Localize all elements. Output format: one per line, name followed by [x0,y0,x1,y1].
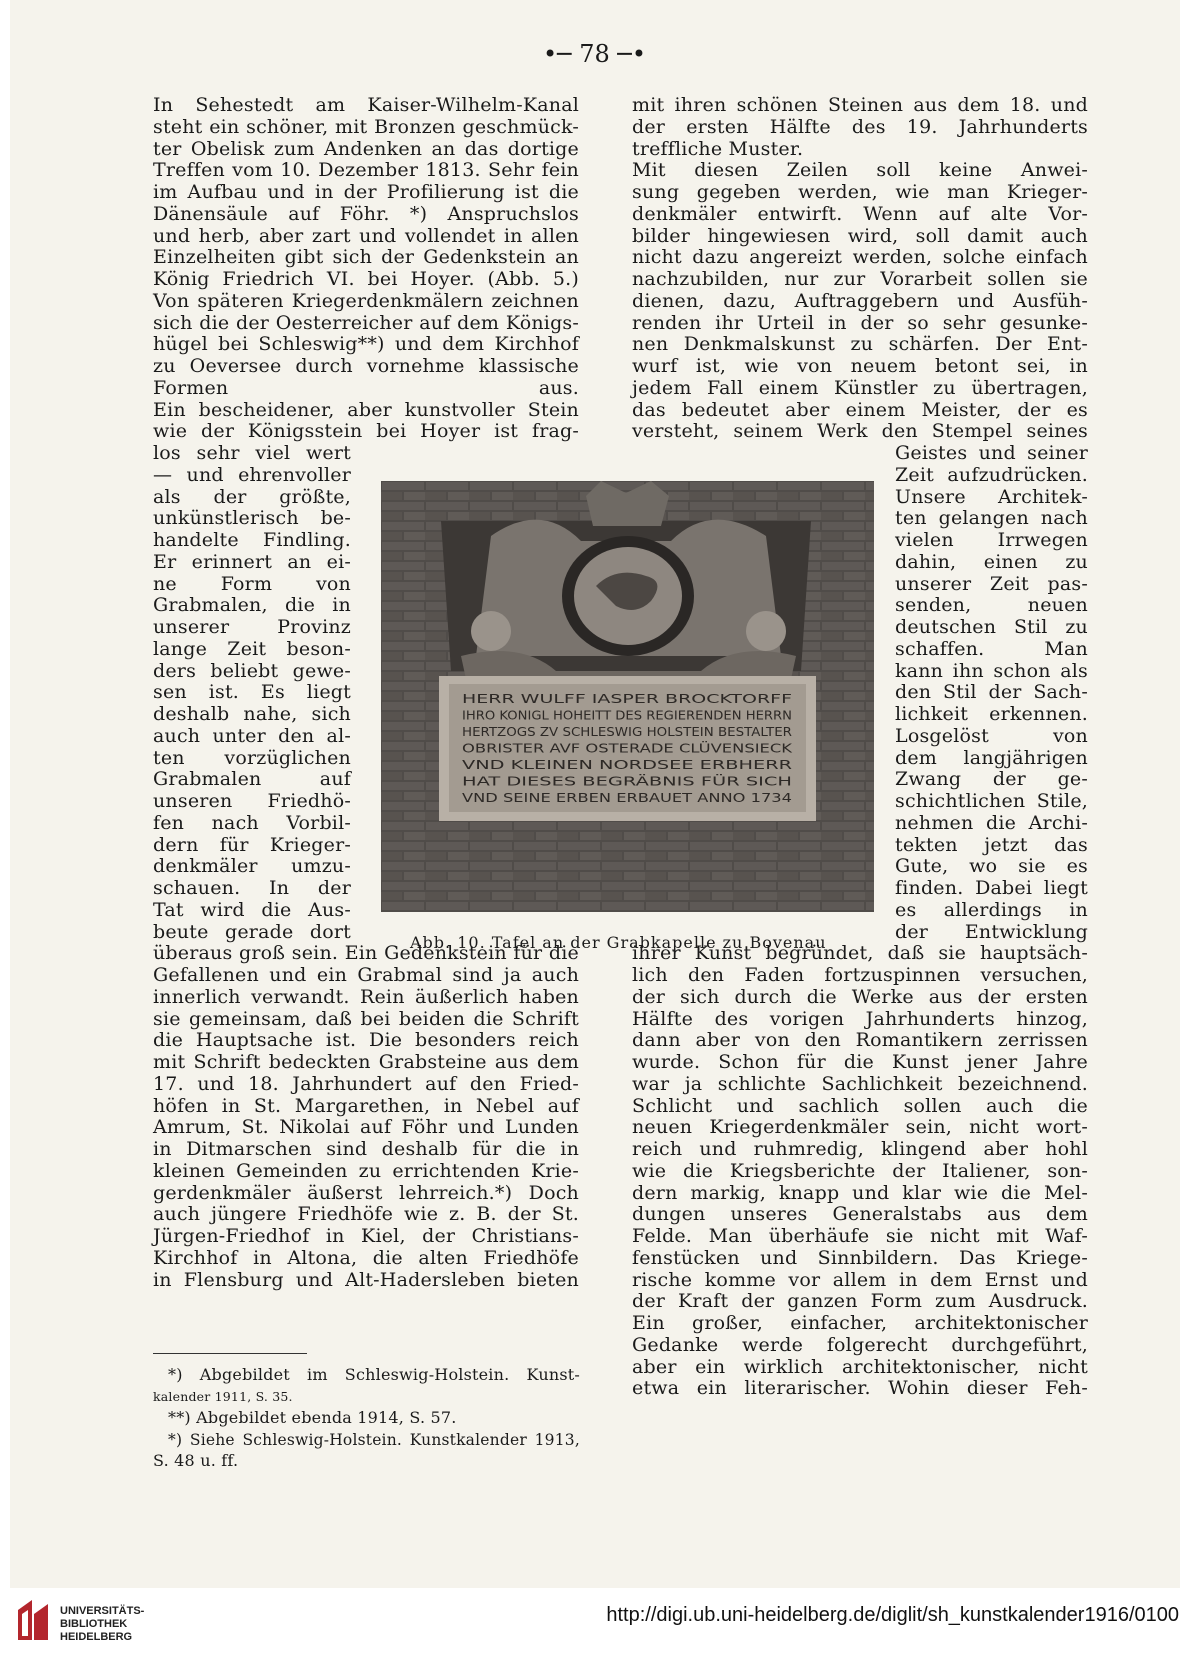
text-line: gerdenkmäler äußerst lehrreich.*) Doch [153,1181,579,1204]
logo-line: UNIVERSITÄTS- [60,1605,145,1617]
text-line: lange Zeit beson- [153,637,351,660]
text-line: vielen Irrwegen [895,529,1088,551]
text-line: kann ihn schon als [895,659,1088,682]
text-line: schauen. In der [153,877,351,899]
text-line: ders beliebt gewe- [153,659,351,682]
text-line: treffliche Muster. [632,137,804,160]
plaque-photo [381,481,874,912]
text-line: dern markig, knapp und klar wie die Mel- [632,1181,1088,1204]
text-line: Grabmalen, die in [153,594,351,617]
text-line: fen nach Vorbil- [153,811,351,834]
text-line: deshalb nahe, sich [153,703,351,725]
text-line: im Aufbau und in der Profilierung ist die [153,181,579,203]
text-line: deutschen Stil zu [895,616,1088,638]
text-line: die Hauptsache ist. Die besonders reich [153,1029,579,1052]
text-line: Ein bescheidener, aber kunstvoller Stein [153,398,579,421]
inscription-line: VND SEINE ERBEN ERBAUET ANNO 1734 [462,791,792,805]
text-line: Dänensäule auf Föhr. *) Anspruchslos [153,202,579,225]
text-line: jedem Fall einem Künstler zu übertragen, [632,376,1088,399]
text-line: renden ihr Urteil in der so sehr gesunke- [632,311,1088,334]
text-line: fenstücken und Sinnbildern. Das Kriege- [632,1246,1088,1269]
inscription-line: HAT DIESES BEGRÄBNIS FÜR SICH [462,774,667,789]
text-line: ten gelangen nach [895,507,1088,530]
text-line: dann aber von den Romantikern zerrissen [632,1029,1088,1052]
text-line: der sich durch die Werke aus der ersten [632,985,1088,1008]
text-line: Jürgen-Friedhof in Kiel, der Christians- [153,1225,579,1247]
text-line: Zeit aufzudrücken. [895,463,1088,486]
text-line: Unsere Architek- [895,485,1088,508]
text-line: Felde. Man überhäufe sie nicht mit Waf- [632,1225,1088,1247]
text-line: überaus groß sein. Ein Gedenkstein für die [153,942,579,965]
text-line: bilder hingewiesen wird, soll damit auch [632,224,1088,247]
text-line: Kirchhof in Altona, die alten Friedhöfe [153,1246,579,1269]
text-line: wie der Königsstein bei Hoyer ist frag- [153,420,579,443]
text-line: Gute, wo sie es [895,855,1088,878]
text-line: auch jüngere Friedhöfe wie z. B. der St. [153,1203,579,1226]
text-line: ter Obelisk zum Andenken an das dortige [153,137,579,160]
library-logo-icon [14,1596,54,1648]
text-line: Formen aus. [153,376,579,399]
text-line: wie die Kriegsberichte der Italiener, son- [632,1159,1088,1182]
text-line: unseren Friedhö- [153,790,351,812]
text-line: senden, neuen [895,594,1088,617]
text-line: schichtlichen Stile, [895,790,1088,812]
text-line: Tat wird die Aus- [153,898,351,921]
text-line: rische komme vor allem in dem Ernst und [632,1268,1088,1291]
footer-bar [0,1588,1189,1669]
text-line: beute gerade dort [153,920,351,943]
text-line: Geistes und seiner [895,442,1088,464]
text-line: Amrum, St. Nikolai auf Föhr und Lunden [153,1116,579,1139]
text-line: ihrer Kunst begründet, daß sie hauptsäch- [632,942,1088,965]
text-line: nachzubilden, nur zur Vorarbeit sollen sie [632,268,1088,290]
text-line: Treffen vom 10. Dezember 1813. Sehr fein [153,159,579,182]
text-line: Schlicht und sachlich sollen auch die [632,1094,1088,1117]
text-line: nicht dazu angereizt werden, solche einfach [632,246,1088,269]
inscription-line: HERTZOGS ZV SCHLESWIG HOLSTEIN BESTALTER [462,725,792,739]
text-line: Hälfte des vorigen Jahrhunderts hinzog, [632,1007,1088,1030]
text-line: in Flensburg und Alt-Hadersleben bieten [153,1268,579,1291]
text-line: In Sehestedt am Kaiser-Wilhelm-Kanal [153,94,579,116]
text-line: dem langjährigen [895,746,1088,769]
text-line: als der größte, [153,485,351,508]
text-line: dungen unseres Generalstabs aus dem [632,1203,1088,1226]
text-line: das bedeutet aber einem Meister, der es [632,398,1088,421]
text-line: der Kraft der ganzen Form zum Ausdruck. [632,1290,1088,1313]
text-line: tekten jetzt das [895,833,1088,856]
text-line: Einzelheiten gibt sich der Gedenkstein an [153,246,579,269]
text-line: los sehr viel wert [153,442,351,464]
text-line: schaffen. Man [895,637,1088,660]
text-line: Von späteren Kriegerdenkmälern zeichnen [153,289,579,312]
text-line: der ersten Hälfte des 19. Jahrhunderts [632,115,1088,138]
text-line: nehmen die Archi- [895,811,1088,834]
logo-line: BIBLIOTHEK [60,1618,128,1630]
figure-caption: Abb. 10. Tafel an der Grabkapelle zu Bovenau [410,933,827,952]
text-line: kleinen Gemeinden zu errichtenden Krie- [153,1159,579,1182]
text-line: sich die der Oesterreicher auf dem Königs- [153,311,579,334]
inscription-line: HERR WULFF IASPER BROCKTORFF [462,692,793,706]
text-line: unserer Provinz [153,616,351,638]
text-line: Gedanke werde folgerecht durchgeführt, [632,1333,1088,1356]
text-line: war ja schlichte Sachlichkeit bezeichnend. [632,1072,1088,1095]
text-line: — und ehrenvoller [153,463,351,486]
text-line: Grabmalen auf [153,768,351,791]
text-line: unkünstlerisch be- [153,507,351,530]
text-line: aber ein wirklich architektonischer, nicht [632,1355,1088,1378]
text-line: sung gegeben werden, wie man Krieger- [632,181,1088,203]
source-url[interactable]: http://digi.ub.uni-heidelberg.de/diglit/sh_kunstkalender1916/0100 [606,1604,1179,1626]
text-line: Zwang der ge- [895,768,1088,791]
text-line: dern für Krieger- [153,833,351,856]
logo-line: HEIDELBERG [60,1631,133,1643]
text-line: steht ein schöner, mit Bronzen geschmück- [153,115,579,138]
text-line: 17. und 18. Jahrhundert auf den Fried- [153,1072,579,1095]
text-line: finden. Dabei liegt [895,877,1088,899]
text-line: der Entwicklung [895,920,1088,943]
text-line: reich und ruhmredig, klingend aber hohl [632,1138,1088,1160]
text-line: Ein großer, einfacher, architektonischer [632,1312,1088,1334]
text-line: ne Form von [153,572,351,595]
text-line: unserer Zeit pas- [895,572,1088,595]
text-line: Losgelöst von [895,724,1088,747]
text-line: denkmäler umzu- [153,855,351,878]
text-line: auch unter den al- [153,724,351,747]
text-line: mit ihren schönen Steinen aus dem 18. und [632,94,1088,116]
text-line: nen Denkmalskunst zu schärfen. Der Ent- [632,333,1088,356]
text-line: zu Oeversee durch vornehme klassische [153,355,579,377]
inscription-line: IHRO KONIGL HOHEITT DES REGIERENDEN HERRN [462,708,792,723]
text-line: in Ditmarschen sind deshalb für die in [153,1138,579,1160]
footnote-line: *) Abgebildet im Schleswig-Holstein. Kunst- [168,1365,580,1384]
text-line: ten vorzüglichen [153,746,351,769]
text-line: denkmäler entwirft. Wenn auf alte Vor- [632,202,1088,225]
text-line: König Friedrich VI. bei Hoyer. (Abb. 5.) [153,268,579,290]
figure-grave-plaque [381,481,874,912]
text-line: handelte Findling. [153,529,351,551]
text-line: Er erinnert an ei- [153,550,351,573]
text-line: höfen in St. Margarethen, in Nebel auf [153,1094,579,1117]
text-line: neuen Kriegerdenkmäler sein, nicht wort- [632,1116,1088,1139]
library-logo-text [60,1605,144,1644]
footnote-line: **) Abgebildet ebenda 1914, S. 57. [168,1408,457,1427]
text-line: etwa ein literarischer. Wohin dieser Feh- [632,1377,1088,1400]
text-line: wurf ist, wie von neuem betont sei, in [632,355,1088,377]
text-line: mit Schrift bedeckten Grabsteine aus dem [153,1051,579,1073]
text-line: und herb, aber zart und vollendet in allen [153,224,579,247]
text-line: lichkeit erkennen. [895,703,1088,725]
text-line: Gefallenen und ein Grabmal sind ja auch [153,964,579,986]
inscription-line: VND KLEINEN NORDSEE ERBHERR [462,758,792,772]
text-line: den Stil der Sach- [895,681,1088,704]
footnote-rule [153,1353,307,1354]
text-line: wurde. Schon für die Kunst jener Jahre [632,1051,1088,1073]
footnote-line: kalender 1911, S. 35. [153,1388,293,1404]
inscription-line: OBRISTER AVF OSTERADE CLÜVENSIECK [462,741,705,756]
footnote-line: S. 48 u. ff. [153,1451,239,1470]
text-line: sie gemeinsam, daß bei beiden die Schrift [153,1007,579,1030]
text-line: lich den Faden fortzuspinnen versuchen, [632,964,1088,986]
text-line: es allerdings in [895,898,1088,921]
page-number: •─ 78 ─• [542,40,646,68]
text-line: sen ist. Es liegt [153,681,351,704]
text-line: dienen, dazu, Auftraggebern und Ausfüh- [632,289,1088,312]
text-line: innerlich verwandt. Rein äußerlich haben [153,985,579,1008]
plaque-inscription [462,692,794,805]
text-line: dahin, einen zu [895,550,1088,573]
text-line: hügel bei Schleswig**) und dem Kirchhof [153,333,579,356]
text-line: versteht, seinem Werk den Stempel seines [632,420,1088,443]
footnote-line: *) Siehe Schleswig-Holstein. Kunstkalender 1913, [168,1430,580,1449]
text-line: Mit diesen Zeilen soll keine Anwei- [632,159,1088,182]
